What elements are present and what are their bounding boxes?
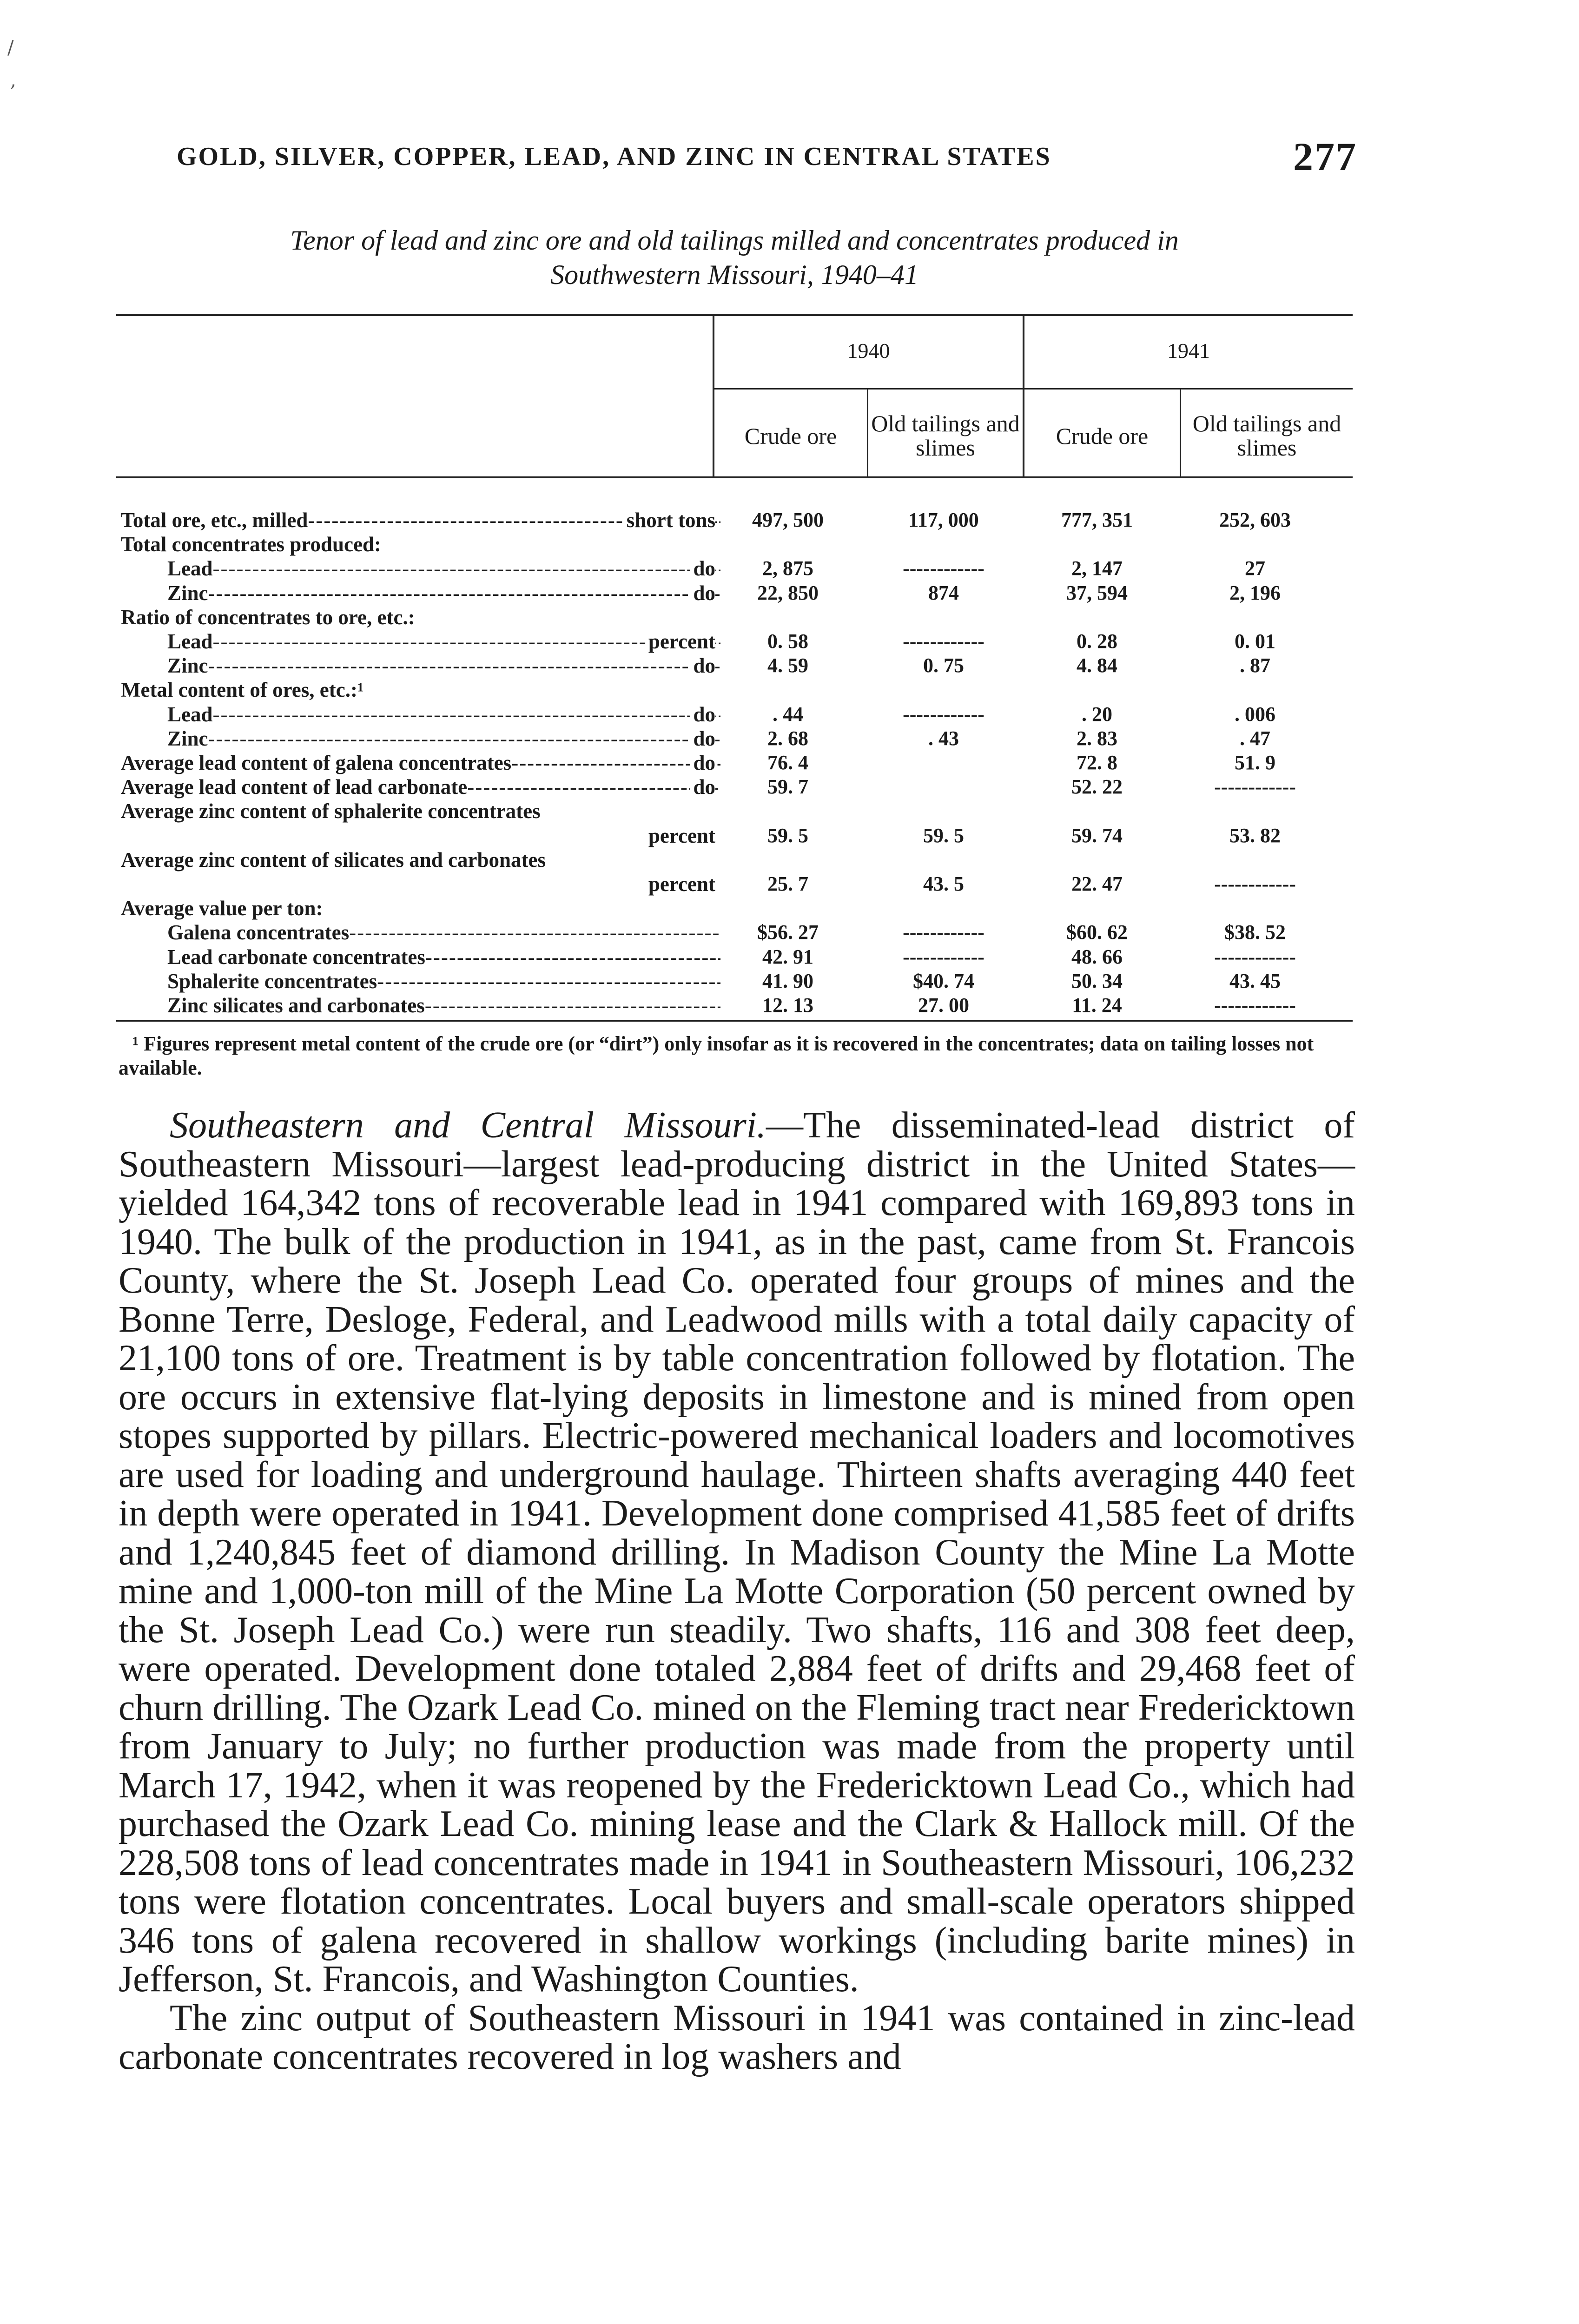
table-cell: $40. 74	[913, 970, 974, 992]
row-unit: do	[690, 726, 715, 751]
table-cell: 27. 00	[918, 994, 969, 1017]
row-unit: do	[690, 702, 715, 726]
row-label: Lead -----	[167, 629, 720, 654]
table-row	[0, 993, 1579, 1017]
table-cell: 2, 147	[1071, 557, 1123, 580]
table-cell: . 43	[928, 727, 959, 750]
row-label: Total ore, etc., milled -----	[121, 508, 720, 532]
table-cell: . 47	[1240, 727, 1270, 750]
table-row	[0, 799, 1579, 823]
row-label: Sphalerite concentrates -----	[167, 969, 720, 993]
row-label: Lead carbonate concentrates -----	[167, 945, 720, 969]
table-cell: ------------	[1214, 994, 1296, 1017]
row-label: Average zinc content of sphalerite concentrates	[121, 799, 541, 823]
row-label: Zinc -----	[167, 726, 720, 751]
row-label: Lead -----	[167, 556, 720, 581]
table-row	[0, 945, 1579, 969]
table-cell: ------------	[903, 630, 984, 653]
table-row	[0, 556, 1579, 581]
table-cell: $38. 52	[1224, 921, 1286, 944]
margin-mark: ,	[10, 70, 16, 91]
paragraph	[119, 1106, 1355, 1999]
row-label: Zinc -----	[167, 581, 720, 605]
row-unit: percent	[646, 629, 715, 654]
running-head-title: GOLD, SILVER, COPPER, LEAD, AND ZINC IN CENTRAL STATES	[177, 142, 1051, 171]
table-row	[0, 629, 1579, 654]
table-cell: 2, 196	[1229, 581, 1281, 604]
row-unit: short tons	[624, 508, 715, 532]
table-cell: 0. 28	[1077, 630, 1117, 653]
table-cell: ------------	[903, 557, 984, 580]
table-cell: 11. 24	[1072, 994, 1122, 1017]
year-heading-1941: 1941	[1167, 339, 1210, 363]
table-cell: 0. 58	[767, 630, 808, 653]
table-cell: 72. 8	[1077, 751, 1117, 774]
paragraph-text: —The disseminated-lead district of Southeastern Missouri—largest lead-producing district in the United States—yielded 164,342 tons of recoverable lead in 1941 compared with 169,893 tons in 1940. The bulk of the production in 1941, as in the past, came from St. Francois County, where the St. Joseph Lead Co. operated four groups of mines and the Bonne Terre, Desloge, Federal, and Leadwood mills with a total daily capacity of 21,100 tons of ore. Treatment is by table concentration followed by flotation. The ore occurs in extensive flat-lying deposits in limestone and is mined from open stopes supported by pillars. Electric-powered mechanical loaders and locomotives are used for loading and underground haulage. Thirteen shafts averaging 440 feet in depth were operated in 1941. Development done comprised 41,585 feet of drifts and 1,240,845 feet of diamond drilling. In Madison County the Mine La Motte mine and 1,000-ton mill of the Mine La Motte Corporation (50 percent owned by the St. Joseph Lead Co.) were run steadily. Two shafts, 116 and 308 feet deep, were operated. Development done totaled 2,884 feet of drifts and 29,468 feet of churn drilling. The Ozark Lead Co. mined on the Fleming tract near Fredericktown from January to July; no further production was made from the property until March 17, 1942, when it was reopened by the Fredericktown Lead Co., which had purchased the Ozark Lead Co. mining lease and the Clark & Hallock mill. Of the 228,508 tons of lead concentrates made in 1941 in Southeastern Missouri, 106,232 tons were flotation concentrates. Local buyers and small-scale operators shipped 346 tons of galena recovered in shallow workings (including barite mines) in Jefferson, St. Francois, and Washington Counties.	[119, 1105, 1355, 2000]
table-cell: . 44	[773, 703, 803, 726]
table-cell: 41. 90	[762, 970, 813, 992]
table-cell: 48. 66	[1071, 945, 1123, 968]
table-cell: 0. 01	[1235, 630, 1275, 653]
table-cell: 12. 13	[762, 994, 813, 1017]
table-row	[0, 678, 1579, 702]
table-cell: 4. 59	[767, 654, 808, 677]
table-row	[0, 581, 1579, 605]
table-row	[0, 751, 1579, 775]
table-cell: 874	[928, 581, 959, 604]
running-head	[177, 134, 1357, 179]
row-label: Metal content of ores, etc.:¹	[121, 678, 364, 701]
row-label: Average value per ton:	[121, 897, 323, 920]
table-cell: ------------	[1214, 872, 1296, 895]
row-label: Zinc -----	[167, 654, 720, 678]
table-cell: $56. 27	[757, 921, 819, 944]
column-heading-crude-ore-1940: Crude ore	[744, 423, 837, 449]
table-cell: ------------	[903, 921, 984, 944]
table-top-rule	[116, 314, 1353, 316]
table-row	[0, 726, 1579, 751]
margin-mark: /	[7, 37, 14, 59]
year-underline-rule	[713, 388, 1353, 390]
table-cell: 497, 500	[752, 508, 824, 531]
table-cell: 25. 7	[767, 872, 808, 895]
table-cell: ------------	[1214, 945, 1296, 968]
year-heading-1940: 1940	[847, 339, 890, 363]
table-row	[0, 848, 1579, 872]
table-cell: 252, 603	[1219, 508, 1291, 531]
table-row	[0, 872, 1579, 896]
table-cell: ------------	[903, 703, 984, 726]
row-label: Average lead content of galena concentrates -----	[121, 751, 720, 775]
column-heading-crude-ore-1941: Crude ore	[1056, 423, 1149, 449]
row-unit: percent	[646, 824, 715, 848]
table-cell: 2. 83	[1077, 727, 1117, 750]
table-row	[0, 532, 1579, 556]
row-unit: do	[690, 775, 715, 799]
table-row	[0, 702, 1579, 726]
table-cell: 53. 82	[1229, 824, 1281, 847]
table-cell: 777, 351	[1061, 508, 1133, 531]
table-row	[0, 824, 1579, 848]
row-label: Lead -----	[167, 702, 720, 726]
table-cell: 22, 850	[757, 581, 819, 604]
table-cell: 0. 75	[923, 654, 964, 677]
table-cell: 22. 47	[1071, 872, 1123, 895]
table-cell: 2, 875	[762, 557, 813, 580]
table-cell: 51. 9	[1235, 751, 1275, 774]
row-label: Total concentrates produced:	[121, 533, 381, 556]
table-cell: . 20	[1082, 703, 1112, 726]
table-cell: 59. 5	[923, 824, 964, 847]
table-cell: 59. 74	[1071, 824, 1123, 847]
row-label: Average lead content of lead carbonate -----	[121, 775, 720, 799]
row-unit: do	[690, 556, 715, 581]
table-title	[116, 223, 1353, 292]
table-cell: $60. 62	[1066, 921, 1128, 944]
table-row	[0, 775, 1579, 799]
run-in-heading: Southeastern and Central Missouri.	[170, 1105, 766, 1146]
table-row	[0, 654, 1579, 678]
column-heading-old-tailings-1940: Old tailings and slimes	[871, 410, 1020, 461]
table-row	[0, 896, 1579, 920]
paragraph: The zinc output of Southeastern Missouri in 1941 was contained in zinc-lead carbonate concentrates recovered in log washers and	[119, 1997, 1355, 2077]
table-cell: ------------	[903, 945, 984, 968]
page-number: 277	[1293, 134, 1357, 179]
table-cell: 76. 4	[767, 751, 808, 774]
table-title-line-2: Southwestern Missouri, 1940–41	[550, 259, 918, 290]
table-cell: 2. 68	[767, 727, 808, 750]
table-cell: 59. 7	[767, 775, 808, 798]
row-unit: do	[690, 751, 715, 775]
table-cell: 43. 45	[1229, 970, 1281, 992]
row-unit: do	[690, 654, 715, 678]
table-cell: 4. 84	[1077, 654, 1117, 677]
table-row	[0, 969, 1579, 993]
table-cell: ------------	[1214, 775, 1296, 798]
header-bottom-rule	[116, 476, 1353, 478]
table-cell: . 006	[1235, 703, 1275, 726]
column-heading-old-tailings-1941: Old tailings and slimes	[1192, 410, 1341, 461]
row-unit: percent	[646, 872, 715, 896]
table-cell: . 87	[1240, 654, 1270, 677]
table-cell: 59. 5	[767, 824, 808, 847]
table-row	[0, 508, 1579, 532]
table-cell: 37, 594	[1066, 581, 1128, 604]
table-cell: 52. 22	[1071, 775, 1123, 798]
table-title-line-1: Tenor of lead and zinc ore and old tailings milled and concentrates produced in	[290, 225, 1179, 256]
row-label: Ratio of concentrates to ore, etc.:	[121, 606, 415, 629]
body-text	[119, 1106, 1355, 2077]
table-cell: 50. 34	[1071, 970, 1123, 992]
row-label: Zinc silicates and carbonates -----	[167, 993, 720, 1017]
table-cell: 42. 91	[762, 945, 813, 968]
row-label: Average zinc content of silicates and carbonates	[121, 848, 546, 872]
row-label: Galena concentrates -----	[167, 920, 720, 944]
table-footnote: ¹ Figures represent metal content of the crude ore (or “dirt”) only insofar as it is recovered in the concentrates; data on tailing losses not available.	[119, 1032, 1314, 1079]
table-cell: 27	[1245, 557, 1265, 580]
table-bottom-rule	[116, 1020, 1353, 1022]
table-row	[0, 605, 1579, 629]
table-cell: 43. 5	[923, 872, 964, 895]
table-cell: 117, 000	[908, 508, 979, 531]
row-unit: do	[690, 581, 715, 605]
table-row	[0, 920, 1579, 944]
